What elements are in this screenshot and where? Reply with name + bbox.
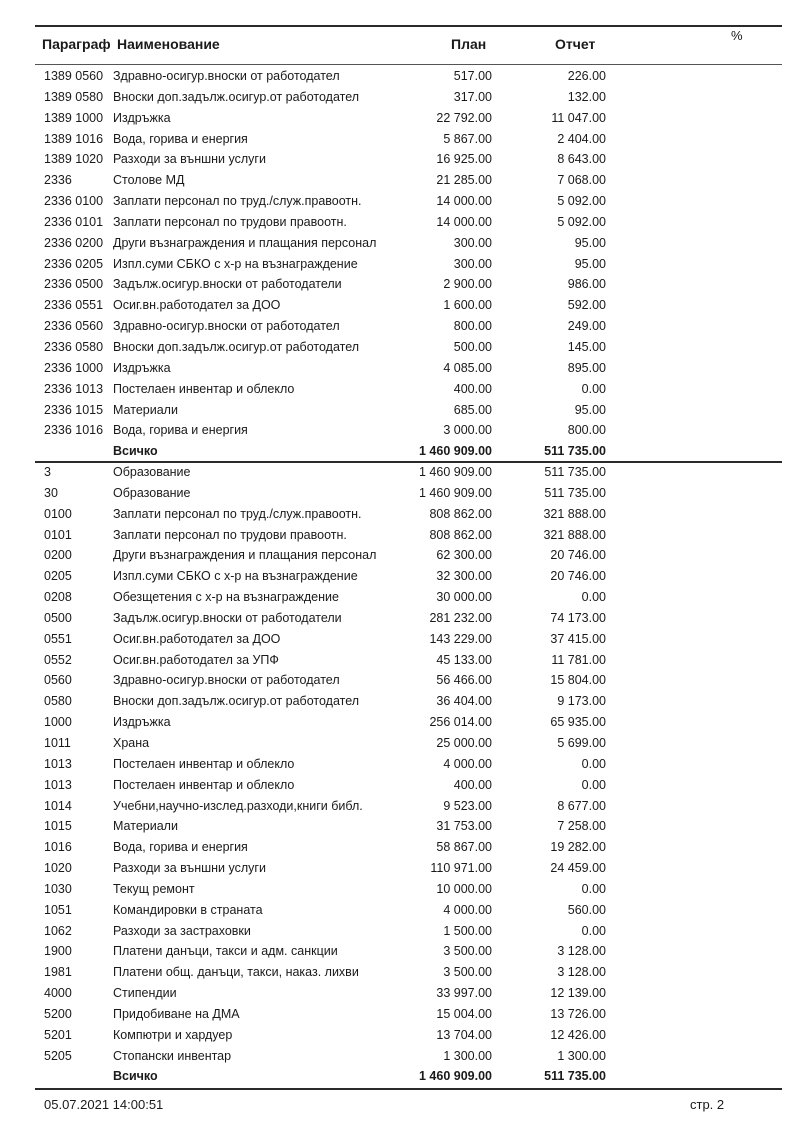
row-report: 11 781.00 [551,652,606,667]
table-row [0,505,802,526]
row-plan: 500.00 [453,339,492,354]
row-name: Осиг.вн.работодател за ДОО [113,298,281,313]
row-code: 2336 0200 [44,235,104,250]
row-report: 24 459.00 [550,861,606,876]
row-name: Платени данъци, такси и адм. санкции [113,944,338,959]
row-report: 8 643.00 [557,152,606,167]
top-rule [35,25,782,27]
row-code: 1015 [44,819,72,834]
header-plan: План [451,36,487,52]
row-plan: 256 014.00 [429,715,492,730]
row-name: Разходи за външни услуги [113,152,266,167]
row-plan: 33 997.00 [436,986,492,1001]
table-row [0,880,802,901]
row-name: Компютри и хардуер [113,1027,233,1042]
row-report: 12 139.00 [550,986,606,1001]
table-row [0,338,802,359]
table-row [0,234,802,255]
row-code: 0208 [44,590,72,605]
row-name: Вода, горива и енергия [113,423,248,438]
row-report: 321 888.00 [543,527,606,542]
row-report: 13 726.00 [550,1006,606,1021]
row-plan: 400.00 [453,381,492,396]
row-plan: 400.00 [453,777,492,792]
row-name: Командировки в страната [113,902,263,917]
row-plan: 45 133.00 [436,652,492,667]
table-row [0,671,802,692]
row-name: Задълж.осигур.вноски от работодатели [113,610,342,625]
row-report: 249.00 [567,319,606,334]
table-row [0,651,802,672]
row-report: 5 092.00 [557,194,606,209]
total-plan: 1 460 909.00 [419,444,492,459]
total-plan: 1 460 909.00 [419,1069,492,1084]
table-row [0,609,802,630]
row-code: 1389 1020 [44,152,104,167]
row-plan: 10 000.00 [436,881,492,896]
table-row [0,838,802,859]
row-name: Вода, горива и енергия [113,131,248,146]
row-report: 226.00 [567,69,606,83]
row-plan: 1 460 909.00 [419,485,492,500]
row-report: 592.00 [567,298,606,313]
table-row [0,317,802,338]
row-report: 2 404.00 [557,131,606,146]
row-plan: 517.00 [453,69,492,83]
header-code: Параграф [42,36,111,52]
table-row [0,692,802,713]
row-plan: 36 404.00 [436,694,492,709]
row-name: Вноски доп.задълж.осигур.от работодател [113,694,360,709]
table-row [0,942,802,963]
row-plan: 2 900.00 [443,277,492,292]
row-name: Осиг.вн.работодател за ДОО [113,631,281,646]
row-name: Постелаен инвентар и облекло [113,381,295,396]
row-name: Храна [113,735,150,750]
row-code: 0101 [44,527,72,542]
table-row [0,755,802,776]
row-report: 895.00 [567,360,606,375]
row-code: 1014 [44,798,72,813]
row-code: 0500 [44,610,72,625]
table-row [0,171,802,192]
table-row [0,484,802,505]
row-plan: 30 000.00 [436,590,492,605]
row-name: Осиг.вн.работодател за УПФ [113,652,279,667]
row-name: Вода, горива и енергия [113,840,248,855]
row-plan: 110 971.00 [430,861,492,876]
table-row [0,213,802,234]
row-plan: 5 867.00 [443,131,492,146]
row-report: 74 173.00 [550,610,606,625]
row-report: 0.00 [581,777,606,792]
table-row [0,901,802,922]
row-report: 145.00 [567,339,606,354]
row-plan: 9 523.00 [443,798,492,813]
row-name: Текущ ремонт [113,881,195,896]
row-name: Столове МД [113,173,185,188]
table-row [0,588,802,609]
row-report: 5 092.00 [557,214,606,229]
section-2 [0,463,802,1088]
row-code: 1389 0560 [44,69,104,83]
row-plan: 300.00 [453,235,492,250]
row-name: Заплати персонал по труд./служ.правоотн. [113,506,362,521]
row-code: 2336 0500 [44,277,104,292]
table-row [0,463,802,484]
row-plan: 808 862.00 [429,527,492,542]
table-row [0,963,802,984]
table-row [0,109,802,130]
row-plan: 300.00 [453,256,492,271]
row-report: 95.00 [574,402,606,417]
row-plan: 13 704.00 [436,1027,492,1042]
row-report: 15 804.00 [550,673,606,688]
row-plan: 16 925.00 [436,152,492,167]
table-row [0,88,802,109]
row-code: 1389 1000 [44,110,104,125]
row-name: Издръжка [113,360,171,375]
row-name: Издръжка [113,110,171,125]
table-row [0,255,802,276]
row-name: Стипендии [113,986,177,1001]
row-report: 0.00 [581,881,606,896]
row-name: Здравно-осигур.вноски от работодател [113,319,340,334]
row-report: 1 300.00 [557,1048,606,1063]
row-plan: 62 300.00 [436,548,492,563]
row-code: 1981 [44,965,72,980]
table-row [0,421,802,442]
row-code: 2336 0560 [44,319,104,334]
row-code: 1011 [44,735,71,750]
row-report: 5 699.00 [557,735,606,750]
table-row [0,296,802,317]
row-code: 1389 0580 [44,89,104,104]
row-name: Материали [113,819,178,834]
table-row [0,401,802,422]
table-row [0,859,802,880]
total-row [0,442,802,463]
row-report: 19 282.00 [550,840,606,855]
row-name: Задълж.осигур.вноски от работодатели [113,277,342,292]
row-code: 4000 [44,986,72,1001]
row-report: 7 068.00 [557,173,606,188]
row-code: 1389 1016 [44,131,104,146]
row-report: 0.00 [581,381,606,396]
table-row [0,1047,802,1068]
row-plan: 3 000.00 [443,423,492,438]
row-plan: 4 000.00 [443,756,492,771]
row-report: 9 173.00 [557,694,606,709]
row-report: 986.00 [567,277,606,292]
row-code: 0200 [44,548,72,563]
table-row [0,797,802,818]
row-plan: 685.00 [453,402,492,417]
row-plan: 3 500.00 [443,965,492,980]
row-name: Вноски доп.задълж.осигур.от работодател [113,89,360,104]
row-report: 0.00 [581,923,606,938]
row-name: Постелаен инвентар и облекло [113,756,295,771]
row-report: 95.00 [574,235,606,250]
row-code: 5200 [44,1006,72,1021]
row-plan: 1 460 909.00 [419,465,492,479]
row-plan: 25 000.00 [436,735,492,750]
row-plan: 22 792.00 [436,110,492,125]
row-name: Други възнаграждения и плащания персонал [113,235,377,250]
row-name: Здравно-осигур.вноски от работодател [113,673,340,688]
row-name: Образование [113,485,191,500]
row-name: Обезщетения с х-р на възнаграждение [113,590,339,605]
row-name: Издръжка [113,715,171,730]
row-plan: 58 867.00 [436,840,492,855]
row-plan: 56 466.00 [436,673,492,688]
row-code: 3 [44,465,51,479]
row-name: Вноски доп.задълж.осигур.от работодател [113,339,360,354]
row-plan: 14 000.00 [436,214,492,229]
table-row [0,192,802,213]
table-row [0,380,802,401]
row-code: 2336 0101 [44,214,104,229]
row-report: 8 677.00 [557,798,606,813]
row-code: 2336 1013 [44,381,104,396]
row-name: Разходи за застраховки [113,923,251,938]
page-number: стр. 2 [690,1097,725,1112]
row-plan: 1 600.00 [443,298,492,313]
row-code: 2336 0100 [44,194,104,209]
row-plan: 143 229.00 [429,631,492,646]
row-report: 20 746.00 [550,569,606,584]
row-code: 0205 [44,569,72,584]
table-row [0,526,802,547]
row-plan: 1 500.00 [443,923,492,938]
table-row [0,713,802,734]
section-1 [0,67,802,463]
row-name: Платени общ. данъци, такси, наказ. лихви [113,965,359,980]
row-plan: 800.00 [453,319,492,334]
row-code: 1000 [44,715,72,730]
table-row [0,275,802,296]
table-row [0,734,802,755]
row-name: Здравно-осигур.вноски от работодател [113,69,340,83]
row-code: 1062 [44,923,72,938]
header-rule [35,64,782,65]
row-report: 20 746.00 [550,548,606,563]
row-report: 37 415.00 [550,631,606,646]
row-report: 321 888.00 [543,506,606,521]
total-label: Всичко [113,444,158,459]
header-percent: % [731,28,743,43]
row-plan: 1 300.00 [443,1048,492,1063]
table-row [0,984,802,1005]
row-code: 0560 [44,673,72,688]
row-plan: 317.00 [453,89,492,104]
row-code: 1020 [44,861,72,876]
row-name: Образование [113,465,191,479]
row-name: Заплати персонал по трудови правоотн. [113,214,347,229]
row-code: 2336 1016 [44,423,104,438]
table-row [0,630,802,651]
row-plan: 32 300.00 [436,569,492,584]
row-plan: 281 232.00 [429,610,492,625]
table-row [0,567,802,588]
row-code: 2336 1000 [44,360,104,375]
row-report: 132.00 [567,89,606,104]
row-code: 30 [44,485,58,500]
row-report: 560.00 [567,902,606,917]
row-code: 2336 [44,173,72,188]
row-code: 1013 [44,777,72,792]
row-code: 0552 [44,652,72,667]
row-plan: 3 500.00 [443,944,492,959]
row-code: 1013 [44,756,72,771]
row-code: 0551 [44,631,72,646]
row-plan: 21 285.00 [436,173,492,188]
row-name: Материали [113,402,178,417]
row-plan: 14 000.00 [436,194,492,209]
row-code: 1016 [44,840,72,855]
row-code: 1051 [44,902,72,917]
row-code: 0100 [44,506,72,521]
row-code: 2336 0205 [44,256,104,271]
row-report: 0.00 [581,590,606,605]
table-header [0,28,802,54]
row-code: 5201 [44,1027,72,1042]
row-code: 2336 0551 [44,298,104,313]
row-name: Заплати персонал по трудови правоотн. [113,527,347,542]
row-name: Придобиване на ДМА [113,1006,240,1021]
row-name: Други възнаграждения и плащания персонал [113,548,377,563]
row-code: 0580 [44,694,72,709]
table-row [0,817,802,838]
total-row [0,1067,802,1088]
row-name: Постелаен инвентар и облекло [113,777,295,792]
table-row [0,546,802,567]
total-label: Всичко [113,1069,158,1084]
row-report: 95.00 [574,256,606,271]
row-report: 511 735.00 [544,485,606,500]
row-report: 12 426.00 [550,1027,606,1042]
total-report: 511 735.00 [544,444,606,459]
row-report: 0.00 [581,756,606,771]
bottom-rule [35,1088,782,1090]
row-plan: 808 862.00 [429,506,492,521]
row-report: 65 935.00 [550,715,606,730]
row-plan: 4 085.00 [443,360,492,375]
row-code: 2336 0580 [44,339,104,354]
row-code: 2336 1015 [44,402,104,417]
table-row [0,776,802,797]
row-plan: 31 753.00 [436,819,492,834]
row-name: Изпл.суми СБКО с х-р на възнаграждение [113,256,358,271]
table-row [0,922,802,943]
print-datetime: 05.07.2021 14:00:51 [44,1097,164,1112]
row-plan: 4 000.00 [443,902,492,917]
row-plan: 15 004.00 [436,1006,492,1021]
row-code: 1030 [44,881,72,896]
row-report: 3 128.00 [557,965,606,980]
table-row [0,150,802,171]
row-report: 511 735.00 [544,465,606,479]
table-row [0,130,802,151]
row-name: Стопански инвентар [113,1048,232,1063]
row-name: Учебни,научно-изслед.разходи,книги библ. [113,798,363,813]
table-row [0,67,802,88]
table-row [0,1026,802,1047]
header-report: Отчет [555,36,596,52]
row-report: 3 128.00 [557,944,606,959]
row-name: Разходи за външни услуги [113,861,266,876]
table-row [0,1005,802,1026]
table-row [0,359,802,380]
row-report: 7 258.00 [557,819,606,834]
row-report: 11 047.00 [551,110,606,125]
header-name: Наименование [117,36,220,52]
row-name: Заплати персонал по труд./служ.правоотн. [113,194,362,209]
row-code: 1900 [44,944,72,959]
row-name: Изпл.суми СБКО с х-р на възнаграждение [113,569,358,584]
total-report: 511 735.00 [544,1069,606,1084]
row-code: 5205 [44,1048,72,1063]
row-report: 800.00 [567,423,606,438]
